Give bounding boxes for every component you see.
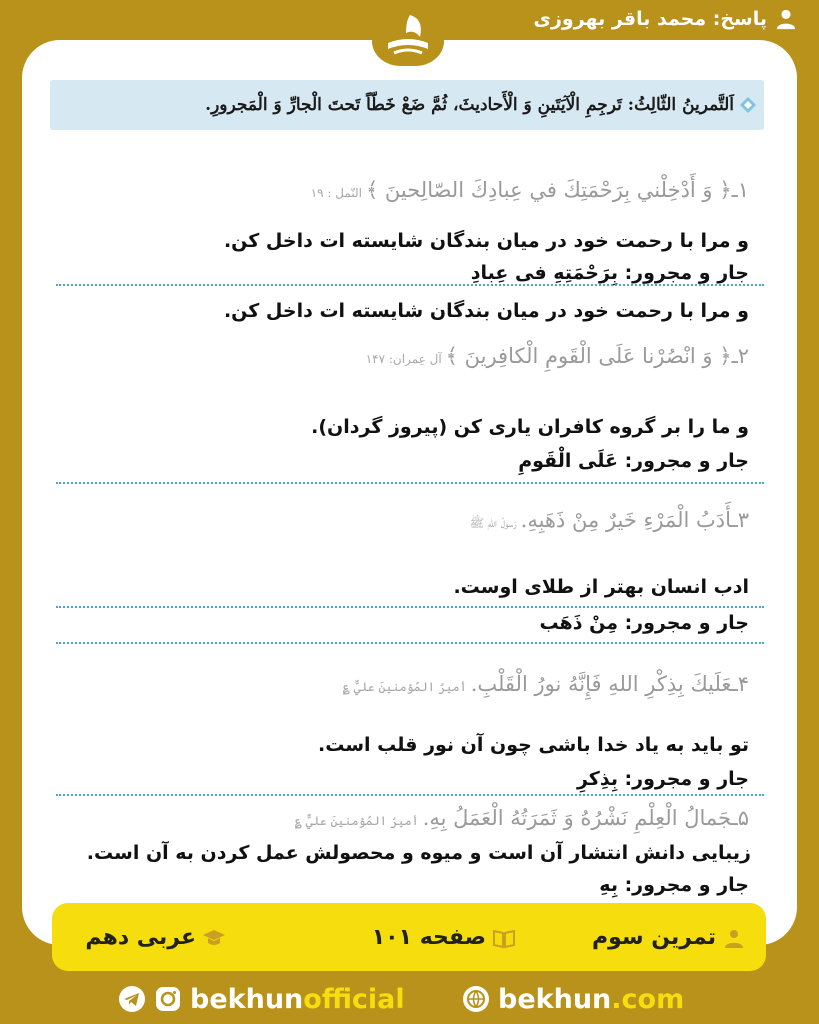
site-suffix: .com xyxy=(611,983,685,1015)
translation-5: زیبایی دانش انتشار آن است و میوه و محصولش عمل کردن به آن است. xyxy=(86,842,751,864)
arabic-text: أَدَبُ الْمَرْءِ خَيرٌ مِنْ ذَهَبِهِ. xyxy=(520,508,732,532)
item-number: ۲ـ xyxy=(731,344,749,368)
dotted-divider xyxy=(56,794,764,796)
jar-majrur-1: جار و مجرور: بِرَحْمَتِهِ فی عِبادِ xyxy=(470,262,749,284)
arabic-line-3 xyxy=(470,508,749,533)
brand-logo xyxy=(372,4,444,66)
arabic-text: جَمالُ الْعِلْمِ نَشْرُهُ وَ ثَمَرَتُهُ الْعَمَلُ بِهِ. xyxy=(422,806,732,830)
jar-majrur-2: جار و مجرور: عَلَى الْقَومِ xyxy=(518,450,749,472)
social-handle[interactable] xyxy=(118,984,405,1014)
translation-4: تو باید به یاد خدا باشی چون آن نور قلب است. xyxy=(318,734,749,756)
book-label xyxy=(85,925,226,950)
jar-majrur-5: جار و مجرور: بِهِ xyxy=(599,874,749,896)
dotted-divider xyxy=(56,284,764,286)
arabic-line-2 xyxy=(366,344,749,368)
diamond-icon xyxy=(740,97,756,113)
globe-icon[interactable] xyxy=(462,985,490,1013)
website-link[interactable] xyxy=(462,984,684,1014)
answer-author xyxy=(534,8,797,30)
site-prefix: bekhun xyxy=(498,983,612,1015)
social-suffix: official xyxy=(303,983,405,1015)
dotted-divider xyxy=(56,606,764,608)
item-number: ۳ـ xyxy=(731,508,749,532)
exercise-text: تمرین سوم xyxy=(592,925,716,950)
page-label xyxy=(372,925,516,950)
source-reference: النّمل : ۱۹ xyxy=(310,186,362,200)
social-prefix: bekhun xyxy=(190,983,304,1015)
source-reference: أميرُ المُؤمنينَ عليٌّ ؏ xyxy=(294,814,419,828)
answer-author-label: پاسخ: محمد باقر بهروزی xyxy=(533,8,767,30)
item-number: ۱ـ xyxy=(731,178,749,202)
translation-2: و ما را بر گروه کافران یاری کن (پیروز گردان). xyxy=(311,416,749,438)
exercise-title: اَلتَّمرينُ الثّالِثُ: تَرجِمِ الْآيَتَينِ وَ الْأَحاديثَ، ثُمَّ ضَعْ خَطّاً تَحتَ الْجارِّ وَ الْمَجرورِ. xyxy=(205,95,734,115)
telegram-icon[interactable] xyxy=(118,985,146,1013)
user-icon xyxy=(775,8,797,30)
dotted-divider xyxy=(56,642,764,644)
item-number: ۴ـ xyxy=(731,672,749,696)
open-book-icon xyxy=(492,927,516,949)
arabic-line-5 xyxy=(295,806,749,830)
jar-majrur-4: جار و مجرور: بِذِکرِ xyxy=(576,768,749,790)
teacher-icon xyxy=(722,927,746,949)
page-text: صفحه ۱۰۱ xyxy=(371,925,486,950)
arabic-text: ﴿ وَ انْصُرْنا عَلَى الْقَومِ الْكافِرينَ ﴾ xyxy=(445,344,732,368)
arabic-line-4 xyxy=(343,672,749,696)
arabic-text: عَلَيكَ بِذِكْرِ اللهِ فَإِنَّهُ نورُ الْقَلْبِ. xyxy=(470,672,732,696)
source-reference: أميرُ المُؤمنينَ عليٌّ ؏ xyxy=(342,680,467,694)
graduation-cap-icon xyxy=(202,927,226,949)
footer-bar xyxy=(52,903,766,971)
translation-1-repeat: و مرا با رحمت خود در میان بندگان شایسته ات داخل کن. xyxy=(223,300,749,322)
book-feather-icon xyxy=(380,9,436,61)
instagram-icon[interactable] xyxy=(154,985,182,1013)
exercise-header xyxy=(50,80,764,130)
dotted-divider xyxy=(56,482,764,484)
translation-1: و مرا با رحمت خود در میان بندگان شایسته ات داخل کن. xyxy=(223,230,749,252)
source-reference: رَسولُ اللهِ ﷺ xyxy=(469,516,517,530)
source-reference: آل عِمران: ۱۴۷ xyxy=(365,352,442,366)
arabic-text: ﴿ وَ أَدْخِلْني بِرَحْمَتِكَ في عِبادِكَ الصّالِحينَ ﴾ xyxy=(365,178,732,202)
exercise-label xyxy=(592,925,746,950)
item-number: ۵ـ xyxy=(731,806,749,830)
jar-majrur-3: جار و مجرور: مِنْ ذَهَب xyxy=(539,612,749,634)
translation-3: ادب انسان بهتر از طلای اوست. xyxy=(453,576,749,598)
book-text: عربی دهم xyxy=(85,925,196,950)
arabic-line-1 xyxy=(311,178,749,202)
